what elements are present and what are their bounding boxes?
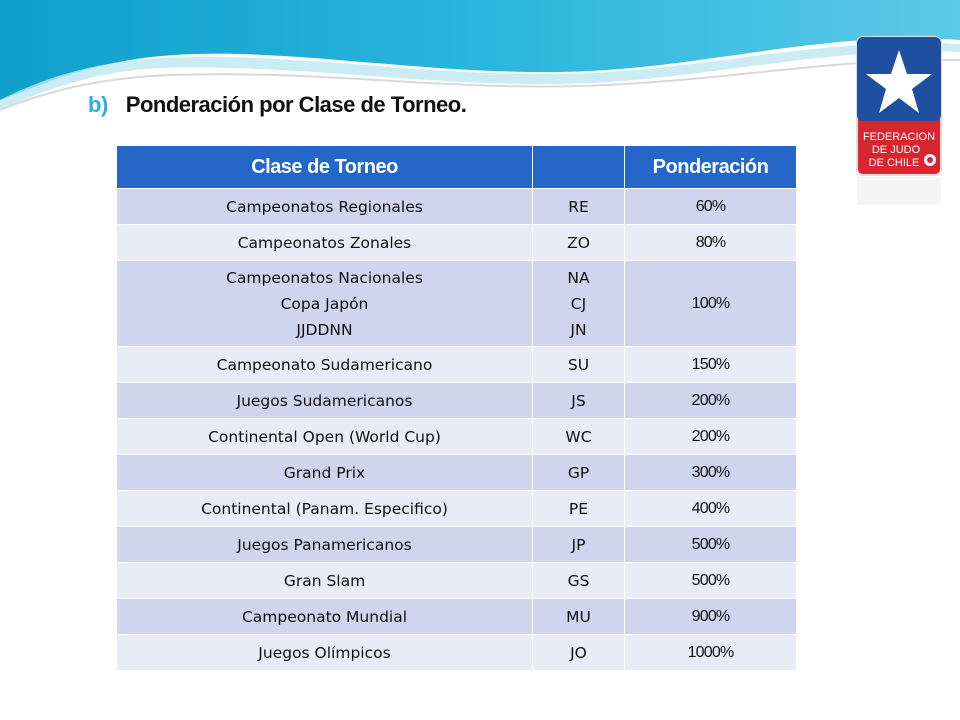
heading-title: Ponderación por Clase de Torneo. (125, 92, 467, 117)
cell-codigo: GS (533, 563, 625, 599)
table-row (117, 491, 797, 527)
cell-clase: Grand Prix (117, 455, 533, 491)
table-row (117, 599, 797, 635)
cell-codigo: WC (533, 419, 625, 455)
table-row (117, 347, 797, 383)
cell-codigo: GP (533, 455, 625, 491)
ponderacion-table (116, 145, 797, 671)
section-heading (88, 92, 466, 118)
cell-ponderacion: 900% (625, 599, 797, 635)
cell-clase: Campeonatos Regionales (117, 189, 533, 225)
cell-clase: Campeonato Sudamericano (117, 347, 533, 383)
cell-ponderacion: 400% (625, 491, 797, 527)
cell-clase: Juegos Sudamericanos (117, 383, 533, 419)
federacion-judo-chile-logo (856, 36, 942, 206)
cell-codigo: RE (533, 189, 625, 225)
cell-clase: Juegos Olímpicos (117, 635, 533, 671)
table-row (117, 261, 797, 347)
cell-ponderacion: 150% (625, 347, 797, 383)
cell-ponderacion: 200% (625, 383, 797, 419)
logo-line-2: DE JUDO (871, 144, 921, 156)
table-row (117, 189, 797, 225)
cell-clase: Campeonatos Nacionales Copa Japón JJDDNN (117, 261, 533, 347)
cell-codigo: PE (533, 491, 625, 527)
cell-clase: Campeonato Mundial (117, 599, 533, 635)
table-row (117, 455, 797, 491)
cell-ponderacion: 1000% (625, 635, 797, 671)
header-clase: Clase de Torneo (117, 146, 533, 189)
cell-codigo: JP (533, 527, 625, 563)
table-row (117, 527, 797, 563)
table-row (117, 225, 797, 261)
cell-codigo: JO (533, 635, 625, 671)
cell-codigo: NA CJ JN (533, 261, 625, 347)
cell-ponderacion: 500% (625, 527, 797, 563)
table-row (117, 635, 797, 671)
header-codigo (533, 146, 625, 189)
cell-clase: Campeonatos Zonales (117, 225, 533, 261)
cell-ponderacion: 60% (625, 189, 797, 225)
cell-ponderacion: 200% (625, 419, 797, 455)
cell-codigo: SU (533, 347, 625, 383)
heading-marker: b) (88, 92, 108, 117)
logo-line-3: DE CHILE (868, 157, 920, 169)
cell-ponderacion: 80% (625, 225, 797, 261)
cell-clase: Continental Open (World Cup) (117, 419, 533, 455)
cell-ponderacion: 100% (625, 261, 797, 347)
table-header-row (117, 146, 797, 189)
header-ponderacion: Ponderación (625, 146, 797, 189)
table-row (117, 383, 797, 419)
cell-clase: Gran Slam (117, 563, 533, 599)
logo-line-1: FEDERACION (862, 131, 936, 143)
cell-ponderacion: 300% (625, 455, 797, 491)
cell-ponderacion: 500% (625, 563, 797, 599)
table-row (117, 563, 797, 599)
cell-clase: Juegos Panamericanos (117, 527, 533, 563)
cell-codigo: ZO (533, 225, 625, 261)
cell-codigo: JS (533, 383, 625, 419)
cell-clase: Continental (Panam. Especifico) (117, 491, 533, 527)
table-row (117, 419, 797, 455)
cell-codigo: MU (533, 599, 625, 635)
